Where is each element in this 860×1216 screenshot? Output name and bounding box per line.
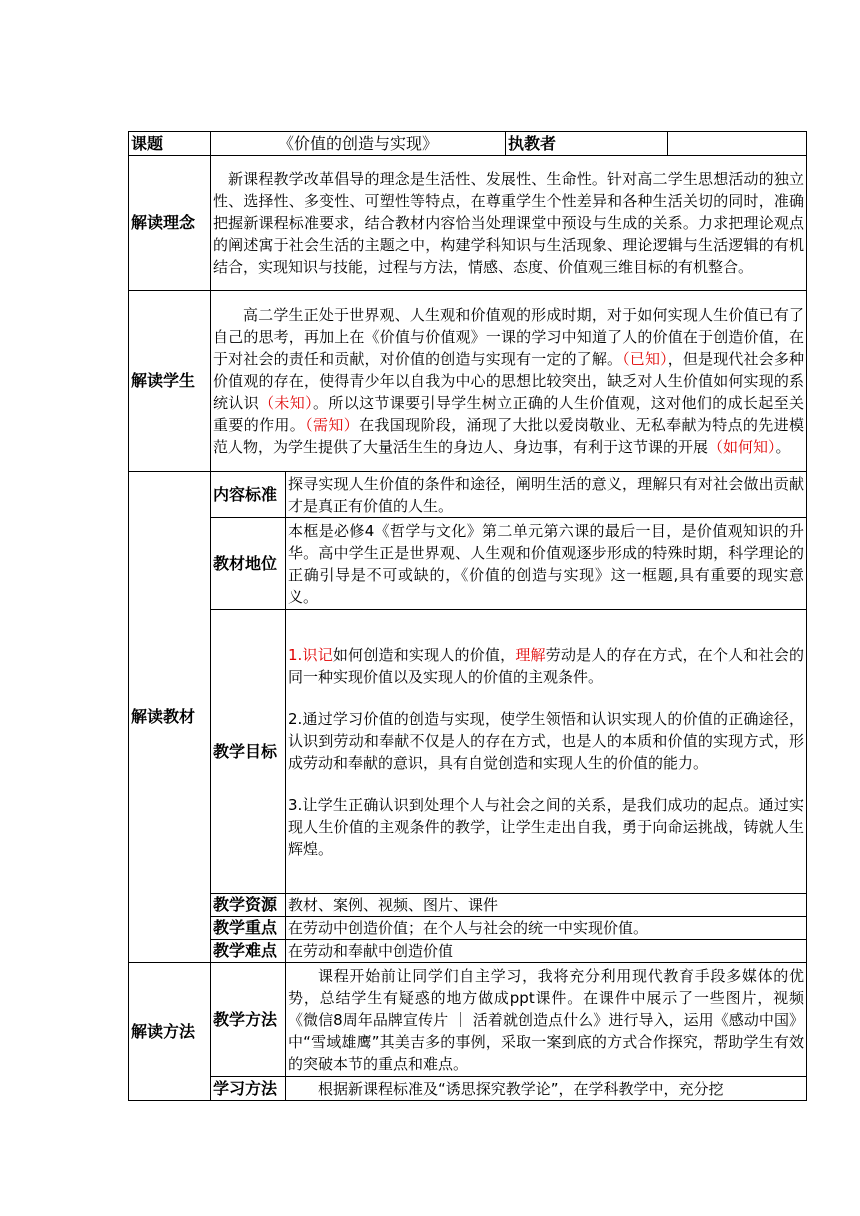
- students-paragraph: [213, 304, 804, 458]
- students-part-5: 。: [775, 438, 791, 456]
- students-label: 解读学生: [129, 291, 211, 472]
- resources-label: 教学资源: [211, 894, 286, 917]
- position-label: 教材地位: [211, 518, 286, 610]
- lesson-plan-table: [128, 131, 807, 1101]
- goal-1-part-a: 如何创造和实现人的价值，: [332, 645, 516, 664]
- tag-how: （如何知）: [708, 438, 776, 456]
- topic-title: 《价值的创造与实现》: [211, 132, 506, 156]
- goal-1: [288, 644, 804, 688]
- tag-known: （已知）: [622, 350, 668, 368]
- teaching-method-row: [129, 963, 807, 1077]
- tag-need: （需知）: [305, 416, 360, 434]
- difficulties-label: 教学难点: [211, 940, 286, 963]
- learning-method-row: [129, 1077, 807, 1101]
- difficulties-text: 在劳动和奉献中创造价值: [286, 940, 807, 963]
- goals-row: [129, 610, 807, 894]
- teacher-label: 执教者: [506, 132, 668, 156]
- students-part-2: ，但是现代社会多种价值观的存在，使得青少年以自我为中心的思想比较突出，缺乏对人生价值如何实现的系统认识: [213, 350, 805, 412]
- learning-method-text: [286, 1077, 807, 1101]
- tag-unknown: （未知）: [259, 394, 313, 412]
- learning-method-paragraph: 根据新课程标准及“诱思探究教学论”，在学科教学中，充分挖: [318, 1079, 724, 1098]
- resources-row: [129, 894, 807, 917]
- methods-label: 解读方法: [129, 963, 211, 1101]
- position-text: 本框是必修4《哲学与文化》第二单元第六课的最后一目，是价值观知识的升华。高中学生正是世界观、人生观和价值观逐步形成的特殊时期，科学理论的正确引导是不可或缺的，《价值的创造与实现》这一框题,具有重要的现实意义。: [286, 518, 807, 610]
- key-points-label: 教学重点: [211, 917, 286, 940]
- students-part-4: 在我国现阶段，涌现了大批以爱岗敬业、无私奉献为特点的先进模范人物，为学生提供了大量活生生的身边人、身边事，有利于这节课的开展: [213, 416, 804, 456]
- textbook-label: 解读教材: [129, 472, 211, 963]
- concept-label: 解读理念: [129, 156, 211, 291]
- teaching-method-paragraph: 课程开始前让同学们自主学习，我将充分利用现代教育手段多媒体的优势，总结学生有疑惑的地方做成ppt课件。在课件中展示了一些图片，视频《微信8周年品牌宣传片 ｜ 活着就创造点什么》进行导入，运用《感动中国》中“雪域雄鹰”其美吉多的事例，采取一案到底的方式合作探究，帮助学生有效的突破本节的重点和难点。: [288, 966, 805, 1073]
- goal-1-keyword-understand: 理解: [515, 645, 546, 664]
- content-standard-row: [129, 472, 807, 518]
- students-row: [129, 291, 807, 472]
- concept-row: [129, 156, 807, 291]
- concept-text: [211, 156, 807, 291]
- students-part-3: 。所以这节课要引导学生树立正确的人生价值观，这对他们的成长起至关重要的作用。: [213, 394, 804, 434]
- goals-text: [286, 610, 807, 894]
- header-row: [129, 132, 807, 156]
- goal-1-keyword-memorize: 识记: [302, 645, 333, 664]
- content-standard-label: 内容标准: [211, 472, 286, 518]
- key-points-row: [129, 917, 807, 940]
- teaching-method-text: [286, 963, 807, 1077]
- teacher-value: [668, 132, 807, 156]
- goal-2: 2.通过学习价值的创造与实现，使学生领悟和认识实现人的价值的正确途径，认识到劳动和奉献不仅是人的存在方式，也是人的本质和价值的实现方式，形成劳动和奉献的意识，具有自觉创造和实现人生的价值的能力。: [288, 709, 805, 772]
- concept-paragraph: 新课程教学改革倡导的理念是生活性、发展性、生命性。针对高二学生思想活动的独立性、选择性、多变性、可塑性等特点，在尊重学生个性差异和各种生活关切的同时，准确把握新课程标准要求，结合教材内容恰当处理课堂中预设与生成的关系。力求把理论观点的阐述寓于社会生活的主题之中，构建学科知识与生活现象、理论逻辑与生活逻辑的有机结合，实现知识与技能，过程与方法，情感、态度、价值观三维目标的有机整合。: [213, 170, 805, 276]
- topic-label: 课题: [129, 132, 211, 156]
- content-standard-text: 探寻实现人生价值的条件和途径，阐明生活的意义，理解只有对社会做出贡献才是真正有价值的人生。: [286, 472, 807, 518]
- goals-label: 教学目标: [211, 610, 286, 894]
- position-row: [129, 518, 807, 610]
- difficulties-row: [129, 940, 807, 963]
- students-text: [211, 291, 807, 472]
- teaching-method-label: 教学方法: [211, 963, 286, 1077]
- goal-3: 3.让学生正确认识到处理个人与社会之间的关系，是我们成功的起点。通过实现人生价值的主观条件的教学，让学生走出自我，勇于向命运挑战，铸就人生辉煌。: [288, 795, 805, 858]
- goal-1-number: 1.: [288, 645, 303, 664]
- resources-text: 教材、案例、视频、图片、课件: [286, 894, 807, 917]
- goal-1-part-b: 劳动是人的存在方式，在个人和社会的同一种实现价值以及实现人的价值的主观条件。: [288, 645, 804, 686]
- students-part-1: 高二学生正处于世界观、人生观和价值观的形成时期，对于如何实现人生价值已有了自己的思考，再加上在《价值与价值观》一课的学习中知道了人的价值在于创造价值，在于对社会的责任和贡献，对价值的创造与实现有一定的了解。: [213, 306, 805, 368]
- learning-method-label: 学习方法: [211, 1077, 286, 1101]
- key-points-text: 在劳动中创造价值；在个人与社会的统一中实现价值。: [286, 917, 807, 940]
